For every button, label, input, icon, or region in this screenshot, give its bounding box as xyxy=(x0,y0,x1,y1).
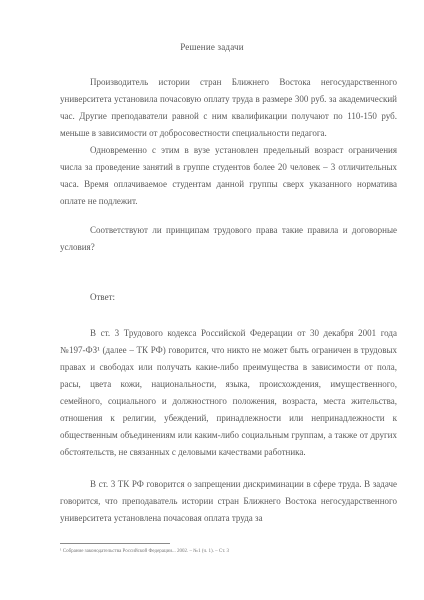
paragraph-question: Соответствуют ли принципам трудового права такие правила и договорные условия? xyxy=(60,225,397,252)
paragraph-problem-2: Одновременно с этим в вузе установлен предельный возраст ограничения числа за проведение занятий в группе студентов более 20 человек – 3 отличительных часа. Время оплачиваемое студентам данной группы сверх указанного норматива оплате не подлежит. xyxy=(60,145,397,206)
paragraph-problem-1: Производитель истории стран Ближнего Востока негосударственного университета установила почасовую оплату труда в размере 300 руб. за академический час. Другие преподаватели равной с ним квалификации получают по 110-150 руб. меньше в зависимости от добросовестности специальности педагога. xyxy=(60,77,397,138)
paragraph-answer-1: В ст. 3 Трудового кодекса Российской Федерации от 30 декабря 2001 года №197-ФЗ¹ (далее – ТК РФ) говорится, что никто не может быть ограничен в трудовых правах и свободах или получать какие-либо преимущества в зависимости от пола, расы, цвета кожи, национальности, языка, происхождения, имущественного, семейного, социального и должностного положения, возраста, места жительства, отношения к религии, убеждений, принадлежности или непринадлежности к общественным объединениям или каким-либо социальным группам, а также от других обстоятельств, не связанных с деловыми качествами работника. xyxy=(60,328,397,457)
answer-label: Ответ: xyxy=(90,292,116,302)
paragraph-answer-2: В ст. 3 ТК РФ говорится о запрещении дискриминации в сфере труда. В задаче говорится, что преподаватель истории стран Ближнего Востока негосударственного университета установлена почасовая оплата труда за xyxy=(60,479,397,523)
footnote-divider xyxy=(60,543,170,544)
footnote: ¹ Собрание законодательства Российской Федерации... 2002. – №1 (ч. 1). – Ст. 3 xyxy=(60,549,229,554)
page-title: Решение задачи xyxy=(180,42,244,52)
